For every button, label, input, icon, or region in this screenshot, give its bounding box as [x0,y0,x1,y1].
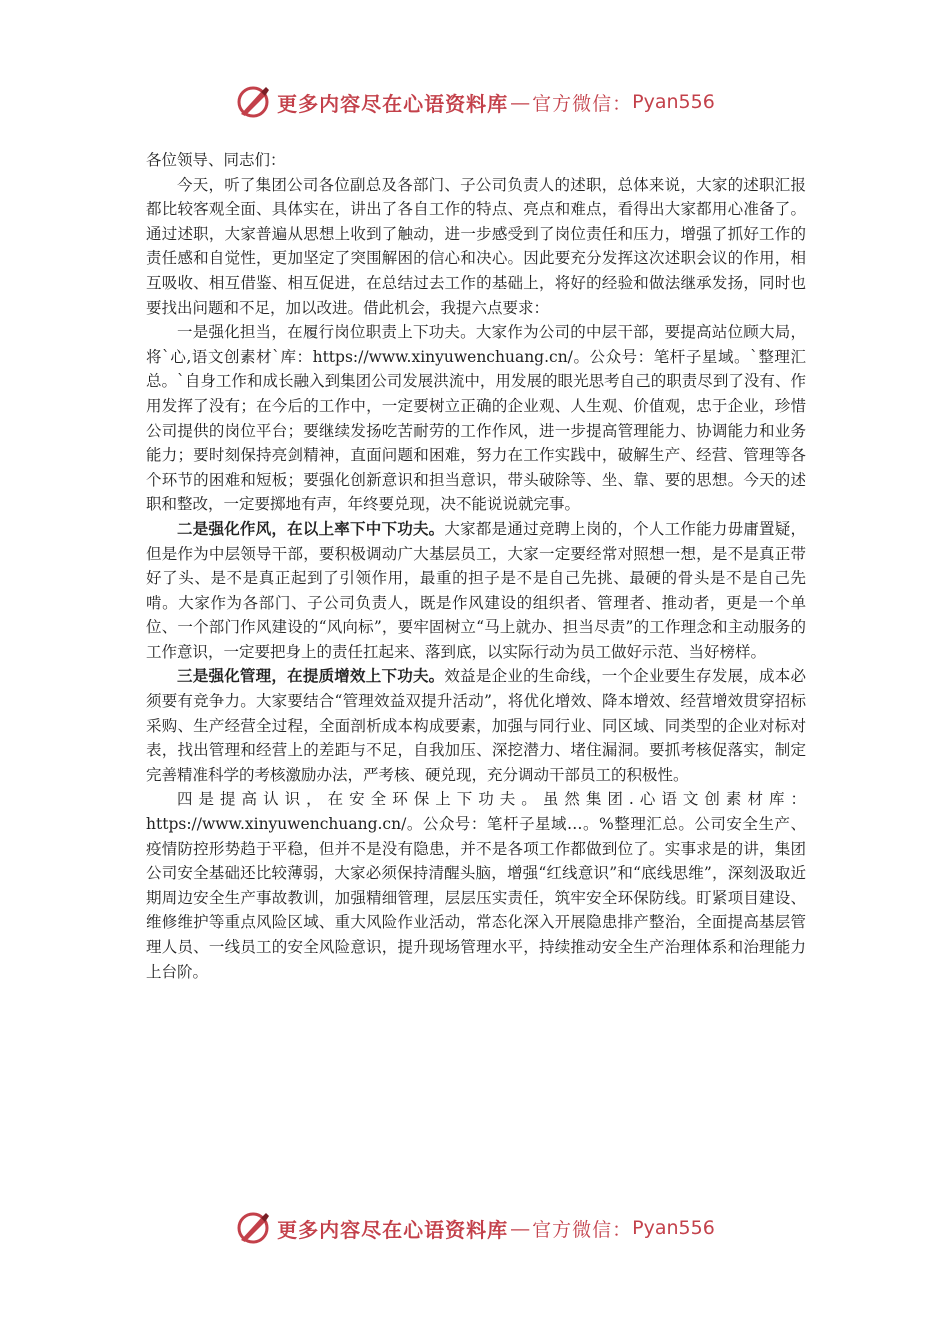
pen-logo-icon [235,1210,271,1246]
banner-main-text: 更多内容尽在心语资料库 [277,91,509,116]
banner-wechat-id: Pyan556 [632,1217,715,1239]
salutation: 各位领导、同志们： [146,151,286,169]
paragraph-text: 今天，听了集团公司各位副总及各部门、子公司负责人的述职，总体来说，大家的述职汇报都比较客观全面、具体实在，讲出了各自工作的特点、亮点和难点，看得出大家都用心准备了。通过述职，大家普遍从思想上收到了触动，进一步感受到了岗位责任和压力，增强了抓好工作的责任感和自觉性，更加坚定了突围解困的信心和决心。因此要充分发挥这次述职会议的作用，相互吸收、相互借鉴、相互促进，在总结过去工作的基础上，将好的经验和做法继承发扬，同时也要找出问题和不足，加以改进。借此机会，我提六点要求： [146,175,806,317]
paragraph-lead: 二是强化作风，在以上率下中下功夫。 [177,518,445,538]
paragraph-point-4 [146,787,806,984]
pen-logo-icon [235,84,271,120]
banner-separator: — [510,1216,531,1240]
footer-banner [0,1208,950,1248]
paragraph-lead: 三是强化管理，在提质增效上下功夫。 [177,666,445,686]
paragraph-text: 四是提高认识，在安全环保上下功夫。虽然集团.心语文创素材库：https://www.xinyuwenchuang.cn/。公众号：笔杆子星域…。%整理汇总。公司安全生产、疫情防控形势趋于平稳，但并不是没有隐患，并不是各项工作都做到位了。实事求是的讲，集团公司安全基础还比较薄弱，大家必须保持清醒头脑，增强“红线意识”和“底线思维”，深刻汲取近期周边安全生产事故教训，加强精细管理，层层压实责任，筑牢安全环保防线。盯紧项目建设、维修维护等重点风险区域、重大风险作业活动，常态化深入开展隐患排产整治，全面提高基层管理人员、一线员工的安全风险意识，提升现场管理水平，持续推动安全生产治理体系和治理能力上台阶。 [146,790,806,981]
document-body [146,148,806,984]
paragraph-text: 大家都是通过竞聘上岗的，个人工作能力毋庸置疑，但是作为中层领导干部，要积极调动广大基层员工，大家一定要经常对照想一想，是不是真正带好了头、是不是真正起到了引领作用，最重的担子是不是自己先挑、最硬的骨头是不是自己先啃。大家作为各部门、子公司负责人，既是作风建设的组织者、管理者、推动者，更是一个单位、一个部门作风建设的“风向标”，要牢固树立“马上就办、担当尽责”的工作理念和主动服务的工作意识，一定要把身上的责任扛起来、落到底，以实际行动为员工做好示范、当好榜样。 [146,519,806,661]
paragraph-text: 一是强化担当，在履行岗位职责上下功夫。大家作为公司的中层干部，要提高站位顾大局，将`心,语文创素材`库：https://www.xinyuwenchuang.cn/。公众号：笔杆子星域。`整理汇总。`自身工作和成长融入到集团公司发展洪流中，用发展的眼光思考自己的职责尽到了没有、作用发挥了没有；在今后的工作中，一定要树立正确的企业观、人生观、价值观，忠于企业，珍惜公司提供的岗位平台；要继续发扬吃苦耐劳的工作作风，进一步提高管理能力、协调能力和业务能力；要时刻保持亮剑精神，直面问题和困难，努力在工作实践中，破解生产、经营、管理等各个环节的困难和短板；要强化创新意识和担当意识，带头破除等、坐、靠、要的思想。今天的述职和整改，一定要掷地有声，年终要兑现，决不能说说就完事。 [146,323,806,514]
banner-wechat-id: Pyan556 [632,91,715,113]
banner-main-text: 更多内容尽在心语资料库 [277,1217,509,1242]
paragraph-point-3 [146,664,806,787]
banner-wechat-label: 官方微信： [532,92,633,115]
header-banner [0,82,950,122]
paragraph-point-1 [146,320,806,517]
banner-separator: — [510,90,531,114]
paragraph-point-2 [146,517,806,665]
banner-wechat-label: 官方微信： [532,1218,633,1241]
paragraph-intro [146,173,806,321]
paragraph-text: 效益是企业的生命线，一个企业要生存发展，成本必须要有竞争力。大家要结合“管理效益双提升活动”，将优化增效、降本增效、经营增效贯穿招标采购、生产经营全过程，全面剖析成本构成要素，加强与同行业、同区域、同类型的企业对标对表，找出管理和经营上的差距与不足，自我加压、深挖潜力、堵住漏洞。要抓考核促落实，制定完善精准科学的考核激励办法，严考核、硬兑现，充分调动干部员工的积极性。 [146,667,806,784]
